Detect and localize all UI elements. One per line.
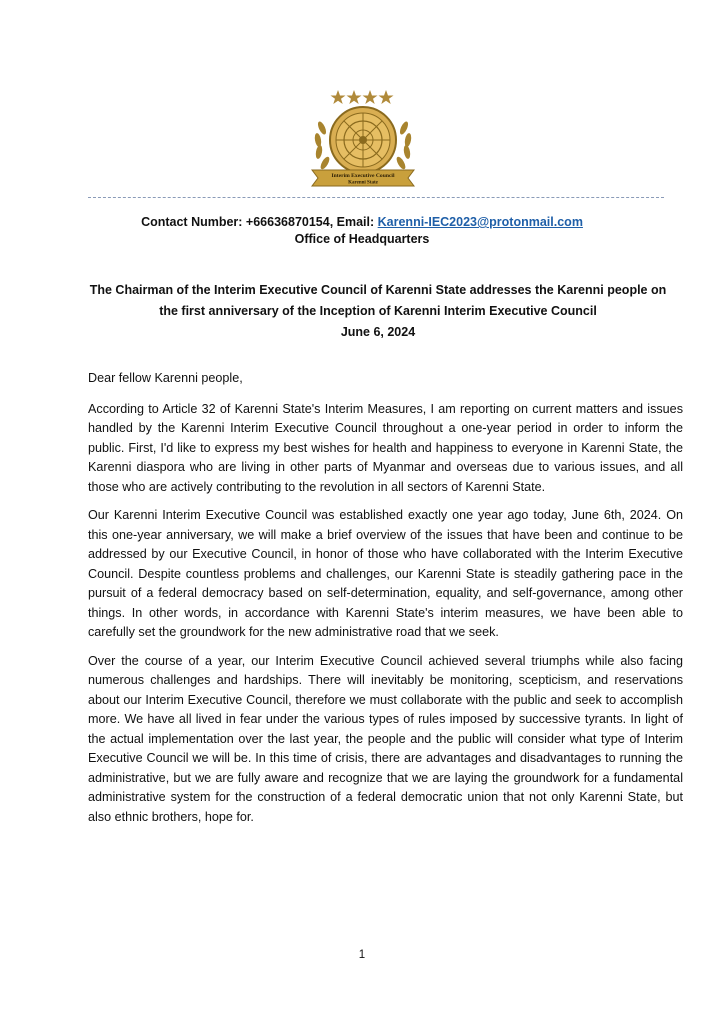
paragraph-1: According to Article 32 of Karenni State's Interim Measures, I am reporting on current matters and issues handled by the Karenni Interim Executive Council throughout a one-year period in order to inform the public. First, I'd like to express my best wishes for health and happiness to everyone in Karenni State, the Karenni diaspora who are living in other parts of Myanmar and overseas due to various issues, and all those who are actively contributing to the revolution in all sectors of Karenni State.	[88, 401, 683, 494]
headline-date: June 6, 2024	[340, 325, 416, 339]
seal-text-line1: Interim Executive Council	[331, 173, 395, 179]
paragraph-3: Over the course of a year, our Interim Executive Council achieved several triumphs while also facing numerous challenges and hardships. There will inevitably be monitoring, scepticism, and reservations about our Interim Executive Council, therefore we must collaborate with the public and seek to accomplish more. We have all lived in fear under the various types of rules imposed by successive tyrants. In light of the actual implementation over the last year, the people and the public will consider what type of Interim Executive Council we will be. In this time of crisis, there are advantages and disadvantages to running the administrative, but we are fully aware and recognize that we are laying the groundwork for a fundamental administrative system for the construction of a federal democratic union that not only Karenni State, but also ethnic brothers, hope for.	[88, 653, 683, 824]
council-seal-logo	[308, 88, 418, 194]
paragraph-2: Our Karenni Interim Executive Council was established exactly one year ago today, June 6th, 2024. On this one-year anniversary, we will make a brief overview of the issues that have been and continue to be addressed by our Executive Council, in honor of those who have collaborated with the Interim Executive Council. Despite countless problems and challenges, our Karenni State is steadily gathering pace in the pursuit of a federal democracy based on self-determination, equality, and self-governance, among other things. In other words, in accordance with Karenni State's interim measures, we have been able to carefully set the groundwork for the new administrative road that we seek.	[88, 508, 683, 639]
document-headline	[60, 280, 696, 343]
emblem-disc-icon	[330, 107, 396, 173]
office-label: Office of Headquarters	[294, 232, 430, 246]
contact-number-text: Contact Number: +66636870154, Email:	[141, 215, 378, 229]
letter-body	[88, 369, 683, 836]
seal-ribbon	[312, 170, 414, 186]
page-number: 1	[358, 949, 366, 961]
contact-line	[0, 214, 724, 231]
headline-line-1: The Chairman of the Interim Executive Council of Karenni State addresses the Karenni people on	[89, 283, 667, 297]
salutation: Dear fellow Karenni people,	[88, 371, 243, 385]
email-link[interactable]: Karenni-IEC2023@protonmail.com	[377, 215, 583, 229]
star-icons	[331, 90, 394, 104]
seal-text-line2: Karenni State	[348, 180, 378, 186]
headline-line-2: the first anniversary of the Inception of Karenni Interim Executive Council	[159, 304, 597, 318]
header-divider	[88, 197, 664, 198]
